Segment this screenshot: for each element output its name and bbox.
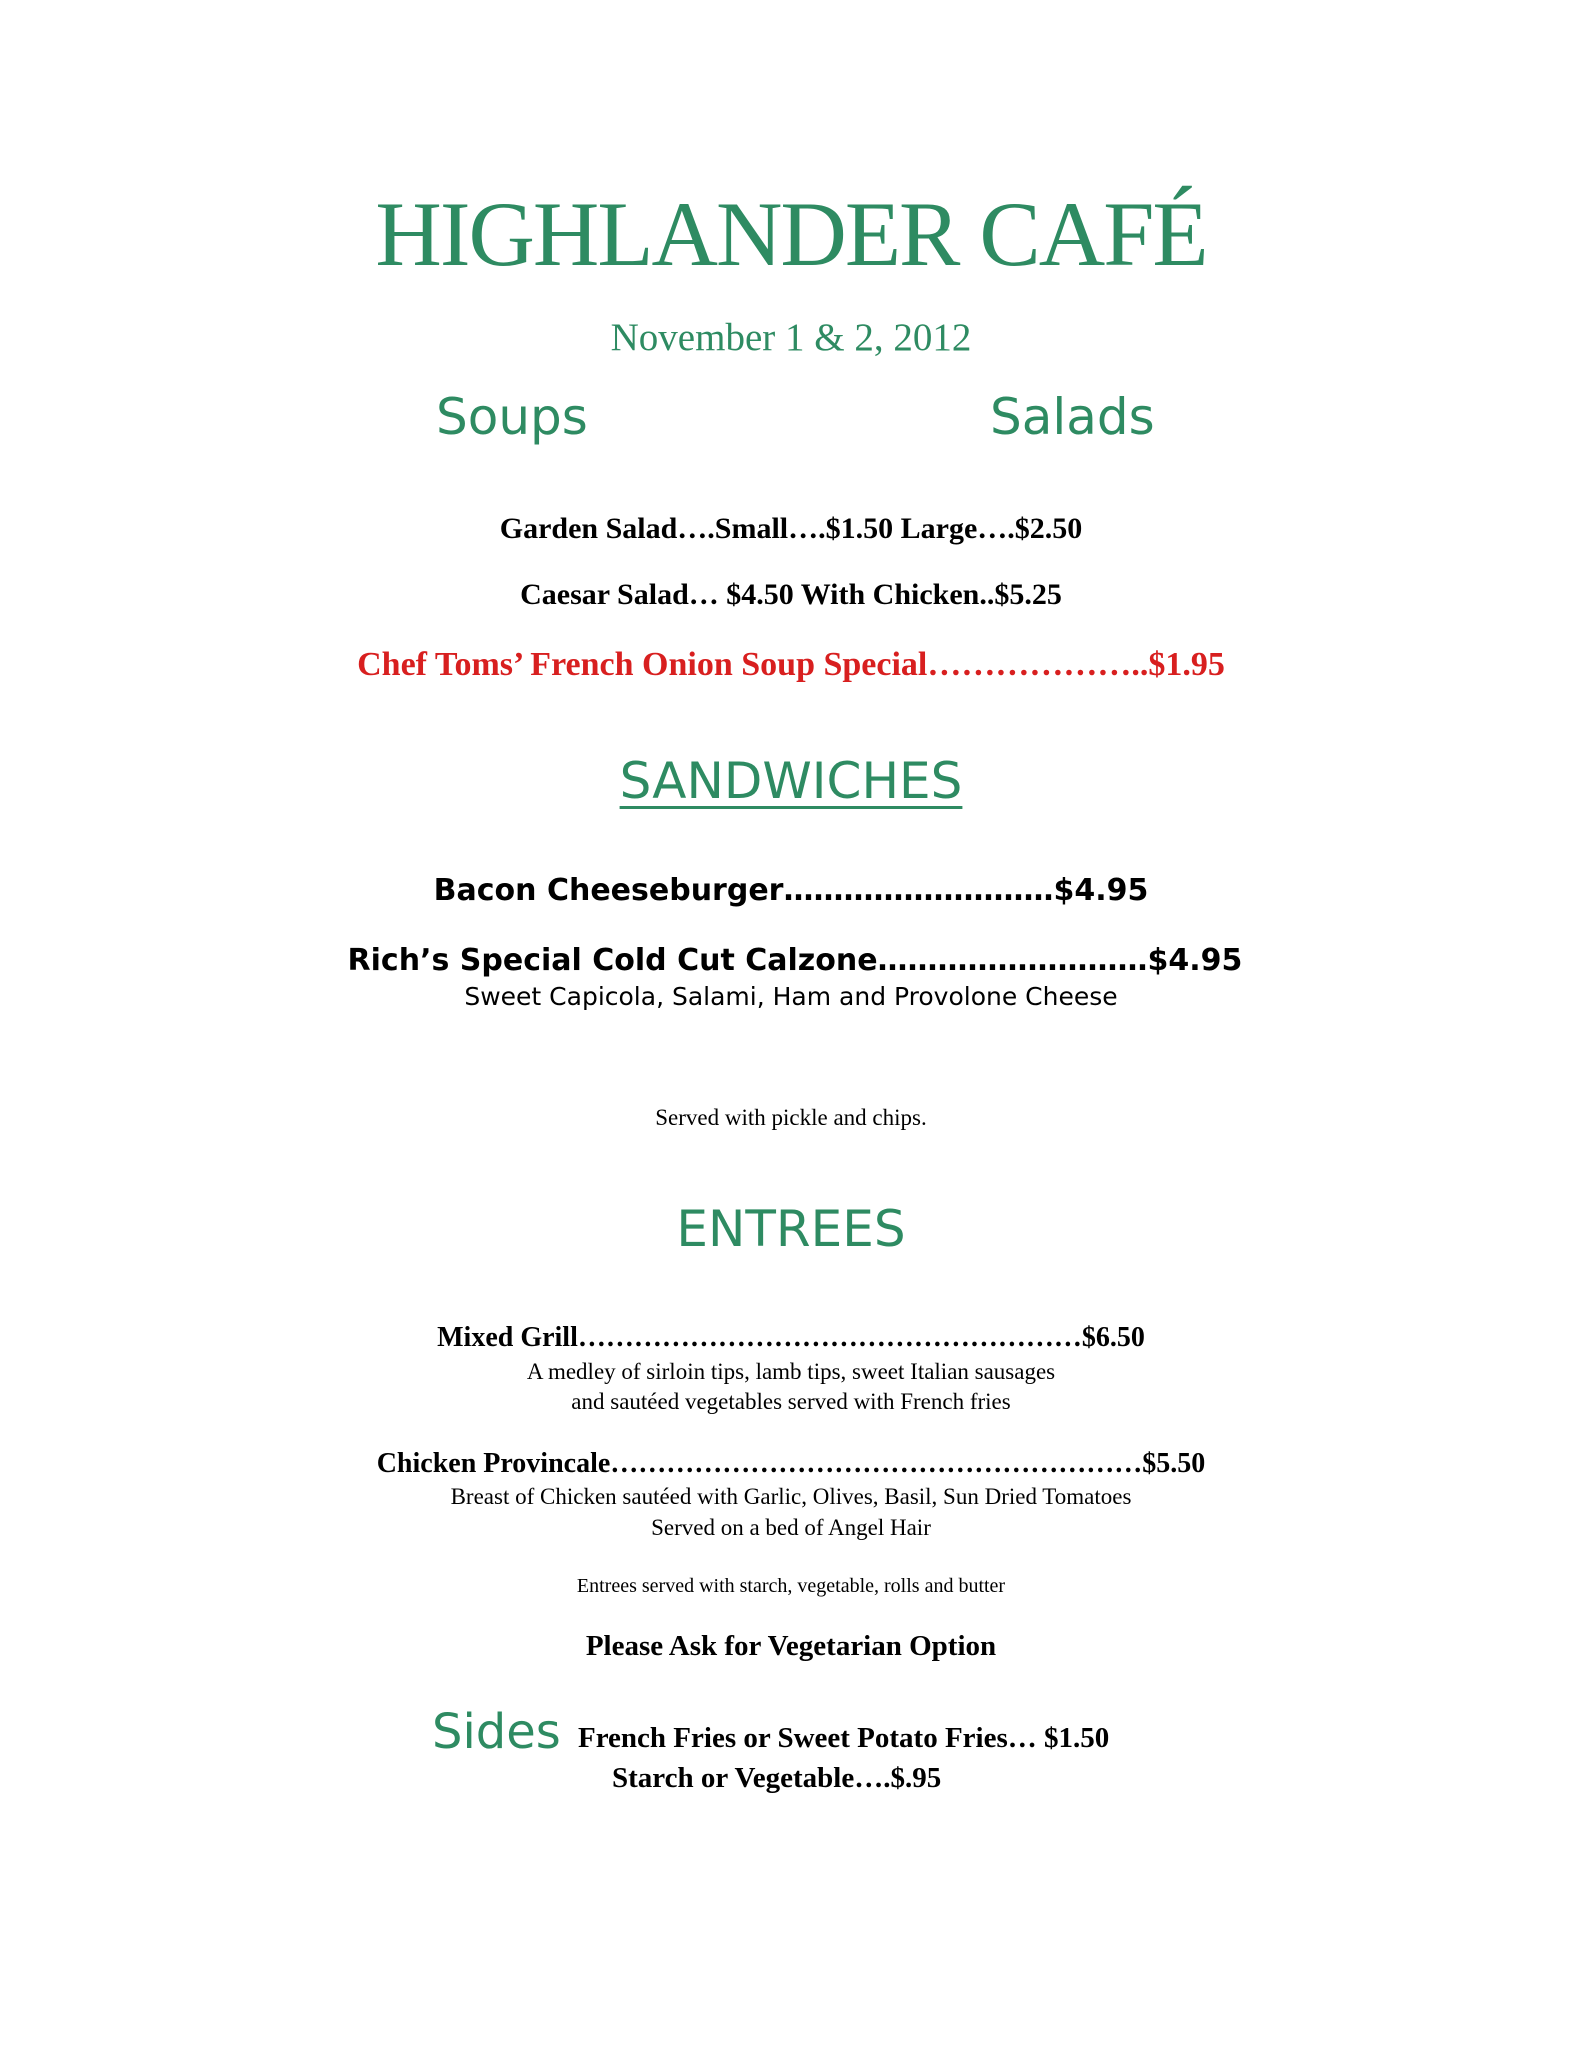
salads-heading: Salads xyxy=(990,388,1155,446)
calzone-description: Sweet Capicola, Salami, Ham and Provolone Cheese xyxy=(464,982,1118,1011)
chicken-provincale-item: Chicken Provincale…………………………………………………$5.50 xyxy=(376,1448,1206,1479)
calzone-item: Rich’s Special Cold Cut Calzone………………………$4.95 xyxy=(347,943,1243,978)
sandwiches-heading-text: SANDWICHES xyxy=(619,752,963,810)
mixed-grill-item: Mixed Grill………………………………………………$6.50 xyxy=(437,1322,1145,1353)
bacon-cheeseburger-item: Bacon Cheeseburger………………………$4.95 xyxy=(433,873,1149,908)
mixed-grill-description-1: A medley of sirloin tips, lamb tips, sweet Italian sausages xyxy=(526,1359,1056,1384)
chicken-provincale-description-1: Breast of Chicken sautéed with Garlic, Olives, Basil, Sun Dried Tomatoes xyxy=(450,1484,1132,1509)
soup-special-item: Chef Toms’ French Onion Soup Special………………..$1.95 xyxy=(357,646,1225,683)
soups-heading: Soups xyxy=(436,388,588,446)
sides-fries-item: French Fries or Sweet Potato Fries… $1.50 xyxy=(578,1722,1110,1754)
sides-heading: Sides xyxy=(432,1704,561,1760)
entrees-note: Entrees served with starch, vegetable, rolls and butter xyxy=(576,1575,1006,1597)
entrees-heading: ENTREES xyxy=(676,1200,906,1258)
chicken-provincale-description-2: Served on a bed of Angel Hair xyxy=(651,1515,931,1540)
sandwiches-heading xyxy=(0,752,1582,810)
garden-salad-item: Garden Salad….Small….$1.50 Large….$2.50 xyxy=(499,512,1083,545)
vegetarian-option-note: Please Ask for Vegetarian Option xyxy=(585,1630,997,1662)
menu-date: November 1 & 2, 2012 xyxy=(610,316,972,359)
menu-title: HIGHLANDER CAFÉ xyxy=(375,183,1207,285)
sides-starch-item: Starch or Vegetable….$.95 xyxy=(612,1762,942,1794)
mixed-grill-description-2: and sautéed vegetables served with French fries xyxy=(571,1389,1011,1414)
sandwiches-note: Served with pickle and chips. xyxy=(655,1105,927,1130)
caesar-salad-item: Caesar Salad… $4.50 With Chicken..$5.25 xyxy=(520,578,1062,611)
